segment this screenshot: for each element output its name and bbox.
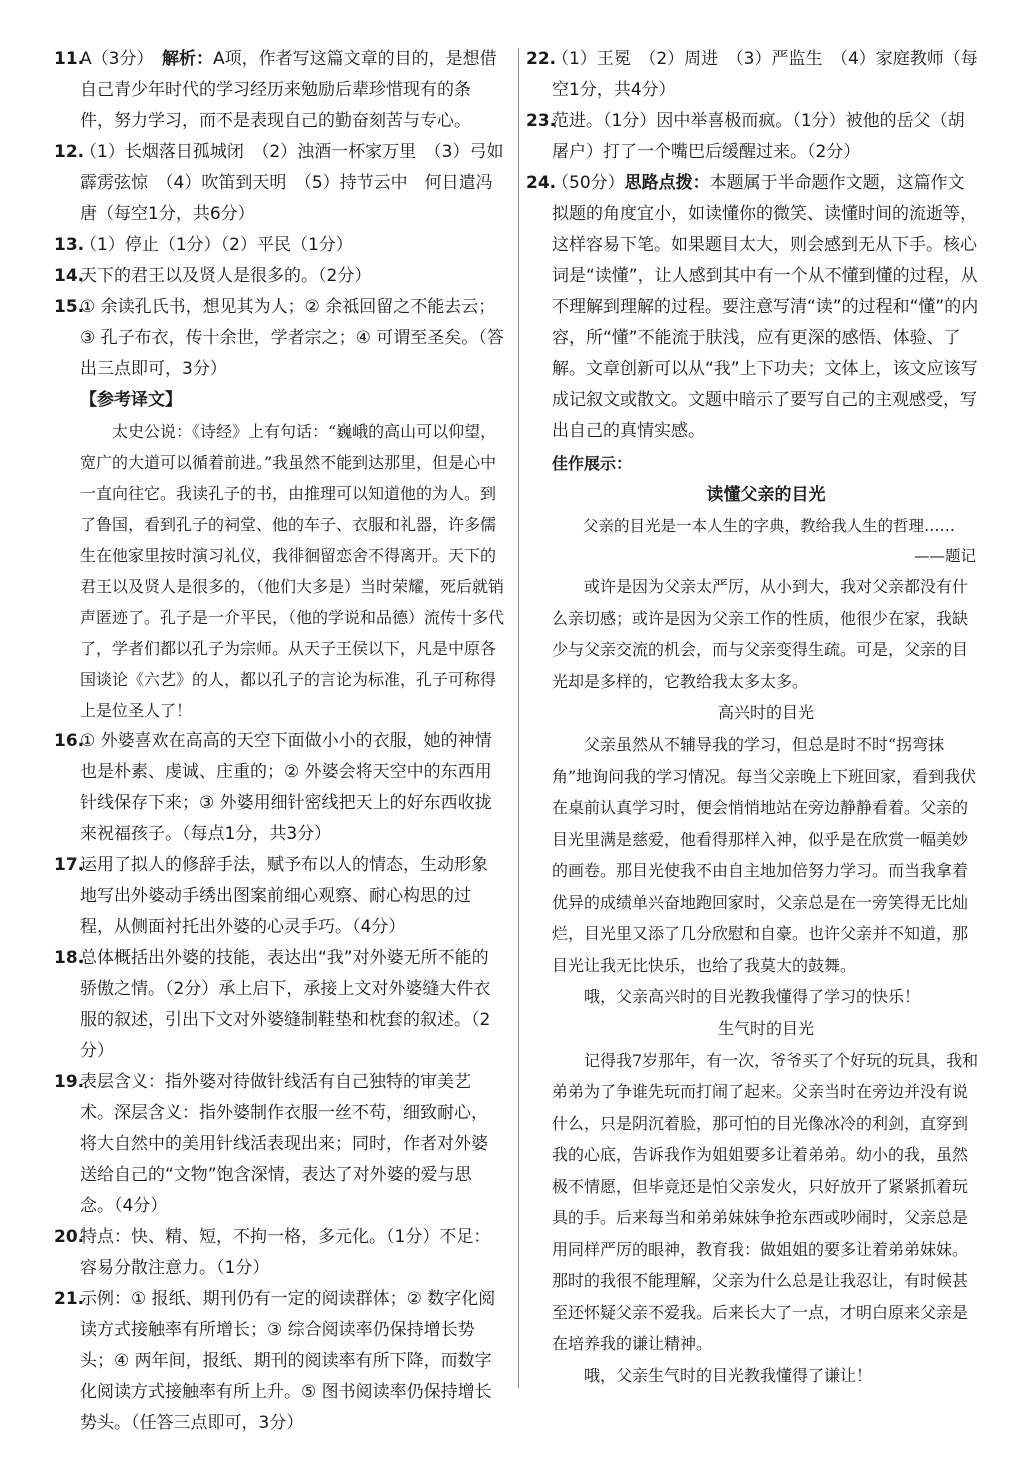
answer-19 — [54, 1067, 504, 1222]
answer-number: 21. — [54, 1289, 85, 1309]
answer-16 — [54, 726, 504, 850]
answer-13 — [54, 230, 504, 261]
answer-text: 总体概括出外婆的技能，表达出“我”对外婆无所不能的骄傲之情。（2分）承上启下，承接上文对外婆缝大件衣服的叙述，引出下文对外婆缝制鞋垫和枕套的叙述。（2分） — [80, 948, 491, 1061]
answer-24 — [526, 168, 980, 447]
answer-number: 22. — [526, 49, 557, 69]
answer-20 — [54, 1222, 504, 1284]
answer-text: ① 余读孔氏书，想见其为人；② 余祗回留之不能去云；③ 孔子布衣，传十余世，学者宗之；④ 可谓至圣矣。（答出三点即可，3分） — [80, 297, 504, 379]
answer-text: 范进。（1分）因中举喜极而疯。（1分）被他的岳父（胡屠户）打了一个嘴巴后缓醒过来。（2分） — [552, 111, 965, 162]
answer-text: ① 外婆喜欢在高高的天空下面做小小的衣服，她的神情也是朴素、虔诚、庄重的；② 外婆会将天空中的东西用针线保存下来；③ 外婆用细针密线把天上的好东西收拢来祝福孩子。（每点1分，共3分） — [80, 731, 492, 844]
reference-translation-title: 【参考译文】 — [80, 390, 182, 410]
answer-15 — [54, 292, 504, 385]
answer-21 — [54, 1284, 504, 1439]
essay-paragraph: 哦，父亲生气时的目光教我懂得了谦让！ — [584, 1365, 873, 1385]
essay-subheading: 高兴时的目光 — [717, 703, 814, 722]
essay-title: 读懂父亲的目光 — [706, 485, 826, 505]
analysis-text: A项，作者写这篇文章的目的，是想借自己青少年时代的学习经历来勉励后辈珍惜现有的条件，努力学习，而不是表现自己的勤奋刻苦与专心。 — [80, 49, 497, 131]
answer-number: 17. — [54, 855, 85, 875]
answer-number: 13. — [54, 235, 85, 255]
right-column — [526, 44, 980, 1391]
analysis-label: 解析： — [161, 49, 213, 69]
answer-text: 特点：快、精、短，不拘一格，多元化。（1分）不足：容易分散注意力。（1分） — [80, 1227, 491, 1278]
answer-number: 16. — [54, 731, 85, 751]
answer-22 — [526, 44, 980, 106]
sample-essay — [530, 479, 980, 1391]
essay-paragraph: 或许是因为父亲太严厉，从小到大，我对父亲都没有什么亲切感；或许是因为父亲工作的性质，他很少在家，我缺少与父亲交流的机会，而与父亲变得生疏。可是，父亲的目光却是多样的，它教给我太多太多。 — [552, 577, 969, 691]
hint-label: 思路点拨： — [624, 173, 710, 193]
answer-number: 18. — [54, 948, 85, 968]
showcase-label: 佳作展示： — [552, 454, 633, 473]
answer-text: 天下的君王以及贤人是很多的。（2分） — [80, 266, 372, 286]
answer-14 — [54, 261, 504, 292]
hint-text: 本题属于半命题作文题，这篇作文拟题的角度宜小，如读懂你的微笑、读懂时间的流逝等，这样容易下笔。如果题目太大，则会感到无从下手。核心词是“读懂”，让人感到其中有一个从不懂到懂的过程，从不理解到理解的过程。要注意写清“读”的过程和“懂”的内容，所“懂”不能流于肤浅，应有更深的感悟、体验、了解。文章创新可以从“我”上下功夫；文体上，该文应该写成记叙文或散文。文题中暗示了要写自己的主观感受，写出自己的真情实感。 — [552, 173, 979, 441]
answer-number: 15. — [54, 297, 85, 317]
column-divider — [518, 48, 519, 1388]
answer-18 — [54, 943, 504, 1067]
essay-paragraph: 父亲虽然从不辅导我的学习，但总是时不时“拐弯抹角”地询问我的学习情况。每当父亲晚上下班回家，看到我伏在桌前认真学习时，便会悄悄地站在旁边静静看着。父亲的目光里满是慈爱，他看得那样入神，似乎是在欣赏一幅美妙的画卷。那目光使我不由自主地加倍努力学习。而当我拿着优异的成绩单兴奋地跑回家时，父亲总是在一旁笑得无比灿烂，目光里又添了几分欣慰和自豪。也许父亲并不知道，那目光让我无比快乐，也给了我莫大的鼓舞。 — [552, 735, 977, 975]
left-column — [54, 44, 505, 1439]
answer-text: （1）长烟落日孤城闭 （2）浊酒一杯家万里 （3）弓如霹雳弦惊 （4）吹笛到天明 （5）持节云中 何日遣冯唐（每空1分，共6分） — [80, 142, 504, 224]
answer-number: 14. — [54, 266, 85, 286]
answer-number: 11. — [54, 49, 85, 69]
answer-text: 示例：① 报纸、期刊仍有一定的阅读群体；② 数字化阅读方式接触率有所增长；③ 综合阅读率仍保持增长势头；④ 两年间，报纸、期刊的阅读率有所下降，而数字化阅读方式接触率有所上升。⑤ 图书阅读率仍保持增长势头。（任答三点即可，3分） — [80, 1289, 496, 1433]
answer-number: 24. — [526, 173, 557, 193]
essay-epigraph: 父亲的目光是一本人生的字典，教给我人生的哲理…… — [583, 517, 956, 535]
answer-text: （1）停止（1分）（2）平民（1分） — [80, 235, 353, 255]
answer-text: 运用了拟人的修辞手法，赋予布以人的情态，生动形象地写出外婆动手绣出图案前细心观察、耐心构思的过程，从侧面衬托出外婆的心灵手巧。（4分） — [80, 855, 488, 937]
score-text: （50分） — [552, 173, 625, 193]
essay-paragraph: 哦，父亲高兴时的目光教我懂得了学习的快乐！ — [584, 987, 921, 1006]
answer-choice: A（3分） — [80, 49, 145, 69]
answer-number: 19. — [54, 1072, 85, 1092]
answer-number: 12. — [54, 142, 85, 162]
epigraph-attribution: ——题记 — [913, 547, 976, 565]
answer-number: 20. — [54, 1227, 85, 1247]
answer-12 — [54, 137, 504, 230]
answer-text: 表层含义：指外婆对待做针线活有自己独特的审美艺术。深层含义：指外婆制作衣服一丝不苟，细致耐心，将大自然中的美用针线活表现出来；同时，作者对外婆送给自己的“文物”饱含深情，表达了对外婆的爱与思念。（4分） — [80, 1072, 488, 1216]
answer-number: 23. — [526, 111, 557, 131]
essay-paragraph: 记得我7岁那年，有一次，爷爷买了个好玩的玩具，我和弟弟为了争谁先玩而打闹了起来。父亲当时在旁边并没有说什么，只是阴沉着脸，那可怕的目光像冰冷的利剑，直穿到我的心底，告诉我作为姐姐要多让着弟弟。幼小的我，虽然极不情愿，但毕竟还是怕父亲发火，只好放开了紧紧抓着玩具的手。后来每当和弟弟妹妹争抢东西或吵闹时，父亲总是用同样严厉的眼神，教育我：做姐姐的要多让着弟弟妹妹。那时的我很不能理解，父亲为什么总是让我忍让，有时候甚至还怀疑父亲不爱我。后来长大了一点，才明白原来父亲是在培养我的谦让精神。 — [552, 1050, 979, 1353]
answer-text: （1）王冕 （2）周进 （3）严监生 （4）家庭教师（每空1分，共4分） — [552, 49, 978, 100]
answer-23 — [526, 106, 980, 168]
essay-subheading: 生气时的目光 — [717, 1018, 814, 1038]
reference-translation-body: 太史公说：《诗经》上有句话：“巍峨的高山可以仰望，宽广的大道可以循着前进。”我虽然不能到达那里，但是心中一直向往它。我读孔子的书，由推理可以知道他的为人。到了鲁国，看到孔子的祠堂、他的车子、衣服和礼器，许多儒生在他家里按时演习礼仪，我徘徊留恋舍不得离开。天下的君王以及贤人是很多的，（他们大多是）当时荣耀，死后就销声匿迹了。孔子是一介平民，（他的学说和品德）流传十多代了，学者们都以孔子为宗师。从天子王侯以下，凡是中原各国谈论《六艺》的人，都以孔子的言论为标准，孔子可称得上是位圣人了！ — [80, 422, 505, 720]
answer-11 — [54, 44, 504, 137]
answer-17 — [54, 850, 504, 943]
